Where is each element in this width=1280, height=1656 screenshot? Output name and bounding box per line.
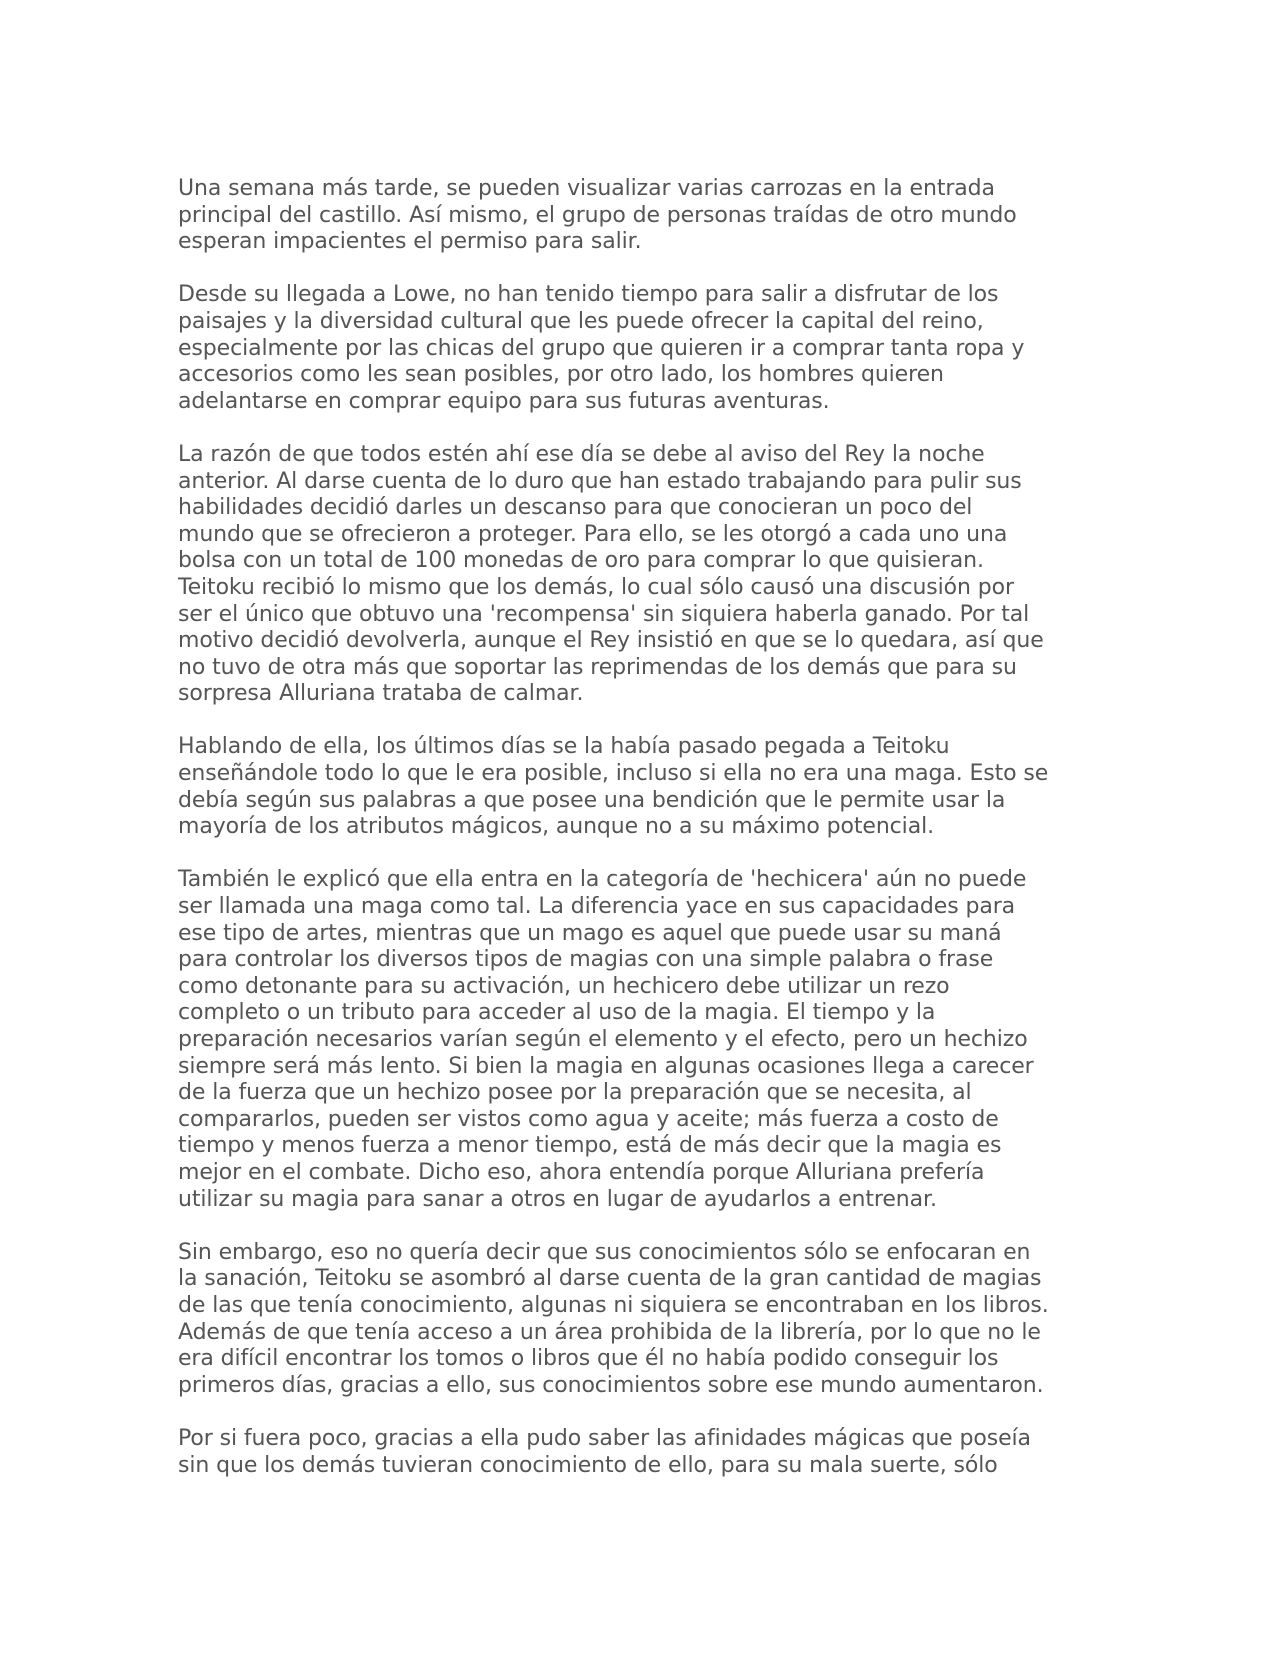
text-line: compararlos, pueden ser vistos como agua y aceite; más fuerza a costo de: [178, 1106, 999, 1132]
text-line: preparación necesarios varían según el elemento y el efecto, pero un hechizo: [178, 1027, 1028, 1052]
text-line: sin que los demás tuvieran conocimiento de ello, para su mala suerte, sólo: [178, 1452, 998, 1478]
text-line: ser el único que obtuvo una 'recompensa' sin siquiera haberla ganado. Por tal: [178, 601, 1030, 627]
text-line: primeros días, gracias a ello, sus conocimientos sobre ese mundo aumentaron.: [178, 1372, 1044, 1398]
text-line: no tuvo de otra más que soportar las reprimendas de los demás que para su: [178, 654, 1017, 680]
text-line: para controlar los diversos tipos de magias con una simple palabra o frase: [178, 947, 994, 973]
text-line: motivo decidió devolverla, aunque el Rey insistió en que se lo quedara, así que: [178, 628, 1044, 654]
text-line: anterior. Al darse cuenta de lo duro que han estado trabajando para pulir sus: [178, 468, 1022, 494]
text-line: Una semana más tarde, se pueden visualizar varias carrozas en la entrada: [178, 176, 995, 201]
text-line: ese tipo de artes, mientras que un mago es aquel que puede usar su maná: [178, 920, 1002, 946]
text-line: habilidades decidió darles un descanso para que conocieran un poco del: [178, 495, 973, 521]
text-line: siempre será más lento. Si bien la magia en algunas ocasiones llega a carecer: [178, 1053, 1034, 1079]
text-line: principal del castillo. Así mismo, el grupo de personas traídas de otro mundo: [178, 202, 1017, 228]
text-line: de las que tenía conocimiento, algunas ni siquiera se encontraban en los libros.: [178, 1292, 1049, 1318]
paragraph: [178, 734, 1178, 840]
text-line: Por si fuera poco, gracias a ella pudo saber las afinidades mágicas que poseía: [178, 1425, 1031, 1451]
paragraph: [178, 442, 1178, 708]
text-line: Además de que tenía acceso a un área prohibida de la librería, por lo que no le: [178, 1319, 1041, 1345]
paragraph: [178, 1240, 1178, 1400]
text-line: sorpresa Alluriana trataba de calmar.: [178, 681, 584, 707]
text-line: Teitoku recibió lo mismo que los demás, lo cual sólo causó una discusión por: [178, 574, 1014, 600]
text-line: paisajes y la diversidad cultural que les puede ofrecer la capital del reino,: [178, 308, 984, 334]
text-line: mayoría de los atributos mágicos, aunque no a su máximo potencial.: [178, 814, 934, 840]
text-line: era difícil encontrar los tomos o libros que él no había podido conseguir los: [178, 1346, 999, 1372]
text-line: Hablando de ella, los últimos días se la había pasado pegada a Teitoku: [178, 734, 950, 760]
text-line: La razón de que todos estén ahí ese día se debe al aviso del Rey la noche: [178, 441, 985, 467]
text-line: de la fuerza que un hechizo posee por la preparación que se necesita, al: [178, 1080, 972, 1106]
text-line: la sanación, Teitoku se asombró al darse cuenta de la gran cantidad de magias: [178, 1266, 1042, 1292]
text-line: especialmente por las chicas del grupo que quieren ir a comprar tanta ropa y: [178, 335, 1025, 361]
text-line: enseñándole todo lo que le era posible, incluso si ella no era una maga. Esto se: [178, 761, 1049, 787]
text-line: Desde su llegada a Lowe, no han tenido tiempo para salir a disfrutar de los: [178, 282, 999, 308]
text-line: adelantarse en comprar equipo para sus futuras aventuras.: [178, 388, 830, 414]
paragraph: [178, 1426, 1178, 1479]
text-line: tiempo y menos fuerza a menor tiempo, está de más decir que la magia es: [178, 1133, 1002, 1159]
paragraph: [178, 282, 1178, 415]
document-page: [178, 176, 1178, 1506]
text-line: debía según sus palabras a que posee una bendición que le permite usar la: [178, 787, 1006, 813]
text-line: utilizar su magia para sanar a otros en lugar de ayudarlos a entrenar.: [178, 1186, 937, 1212]
text-line: ser llamada una maga como tal. La diferencia yace en sus capacidades para: [178, 894, 1016, 920]
text-line: como detonante para su activación, un hechicero debe utilizar un rezo: [178, 973, 950, 999]
text-line: También le explicó que ella entra en la categoría de 'hechicera' aún no puede: [178, 867, 1027, 893]
text-line: mundo que se ofrecieron a proteger. Para ello, se les otorgó a cada uno una: [178, 521, 1008, 547]
text-line: mejor en el combate. Dicho eso, ahora entendía porque Alluriana prefería: [178, 1159, 985, 1185]
text-line: completo o un tributo para acceder al uso de la magia. El tiempo y la: [178, 1000, 936, 1026]
paragraph: [178, 867, 1178, 1213]
paragraph: [178, 176, 1178, 256]
text-line: bolsa con un total de 100 monedas de oro para comprar lo que quisieran.: [178, 548, 984, 574]
text-line: esperan impacientes el permiso para salir.: [178, 229, 642, 255]
text-line: accesorios como les sean posibles, por otro lado, los hombres quieren: [178, 362, 944, 388]
text-line: Sin embargo, eso no quería decir que sus conocimientos sólo se enfocaran en: [178, 1239, 1031, 1265]
